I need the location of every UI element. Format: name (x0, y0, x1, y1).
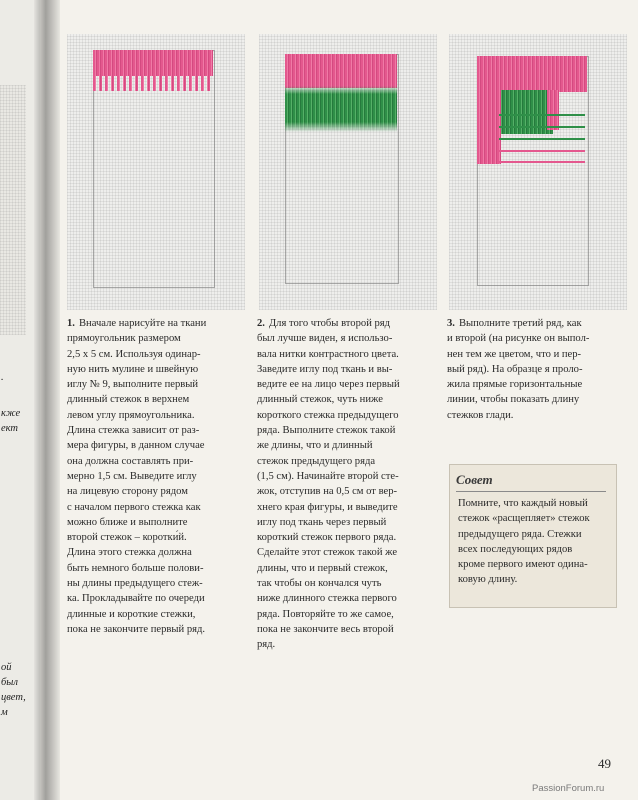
left-margin-text: был (1, 677, 18, 688)
guide-line-green (499, 126, 585, 128)
pink-stitch-row-3 (477, 90, 501, 164)
step-1-number: 1. (67, 318, 75, 329)
guide-line-green (499, 138, 585, 140)
guide-line-pink (499, 150, 585, 152)
pink-stitch-row-1-long (93, 50, 213, 76)
guide-line-green (499, 114, 585, 116)
pink-stitch-row-1 (285, 54, 397, 88)
tip-box (449, 464, 617, 608)
book-gutter-shadow (34, 0, 60, 800)
step-1-text: 1. Вначале нарисуйте на ткани прямоугольник размером 2,5 х 5 см. Используя одинар- ную нить мулине и швейную иглу № 9, выполните первый длинный стежок в верхнем левом углу прямоугольника. Длина стежка зависит от раз- мера фигуры, в данном случае она должна составлять при- мерно 1,5 см. Выведите иглу на лицевую сторону рядом с началом первого стежка как можно ближе и выполните второй стежок – коротки́й. Длина этого стежка должна быть немного больше полови- ны длины предыдущего стеж- ка. Прокладывайте по очереди длинные и короткие стежки, пока не закончите первый ряд. (67, 318, 207, 635)
left-margin-text: . (1, 372, 4, 383)
embroidery-photo-step-1 (67, 34, 245, 310)
step-3-number: 3. (447, 318, 455, 329)
embroidery-photo-step-3 (449, 34, 627, 310)
left-margin-text: кже (1, 408, 21, 419)
guide-line-pink (499, 161, 585, 163)
left-margin-text: м (1, 707, 8, 718)
pink-stitch-row-1-ends (93, 74, 213, 91)
left-margin-text: ой (1, 662, 12, 673)
pink-stitch-row-3-right (547, 90, 559, 130)
left-margin-text: цвет, (1, 692, 26, 703)
pink-stitch-row-1 (477, 56, 587, 92)
tip-title: Совет (456, 472, 493, 487)
step-2-number: 2. (257, 318, 265, 329)
green-stitch-row-2 (285, 86, 397, 132)
left-page-fabric-photo (0, 85, 26, 335)
watermark: PassionForum.ru (532, 783, 605, 794)
tip-divider (456, 491, 606, 492)
tip-text: Помните, что каждый новый стежок «расщепляет» стежок предыдущего ряда. Стежки всех последующих рядов кроме первого имеют одина- ковую длину. (458, 498, 590, 586)
page-number: 49 (598, 756, 611, 771)
step-2-text: 2. Для того чтобы второй ряд был лучше виден, я использо- вала нитки контрастного цвета. Заведите иглу под ткань и вы- ведите ее на лицо через первый длинный стежок, чуть ниже короткого стежка предыдущего ряда. Выполните стежок такой же длины, что и длинный стежок предыдущего ряда (1,5 см). Начинайте второй сте- жок, отступив на 0,5 см от вер- хнего края фигуры, и выведите иглу под ткань через первый короткий стежок первого ряда. Сделайте этот стежок такой же длины, что и первый стежок, так чтобы он кончался чуть ниже длинного стежка первого ряда. Повторяйте то же самое, пока не закончите весь второй ряд. (257, 318, 400, 651)
embroidery-photo-step-2 (259, 34, 437, 310)
left-margin-text: ект (1, 423, 19, 434)
step-3-text: 3. Выполните третий ряд, как и второй (на рисунке он выпол- нен тем же цветом, что и пер- вый ряд). На образце я проло- жила прямые горизонтальные линии, чтобы показать длину стежков глади. (447, 318, 590, 421)
